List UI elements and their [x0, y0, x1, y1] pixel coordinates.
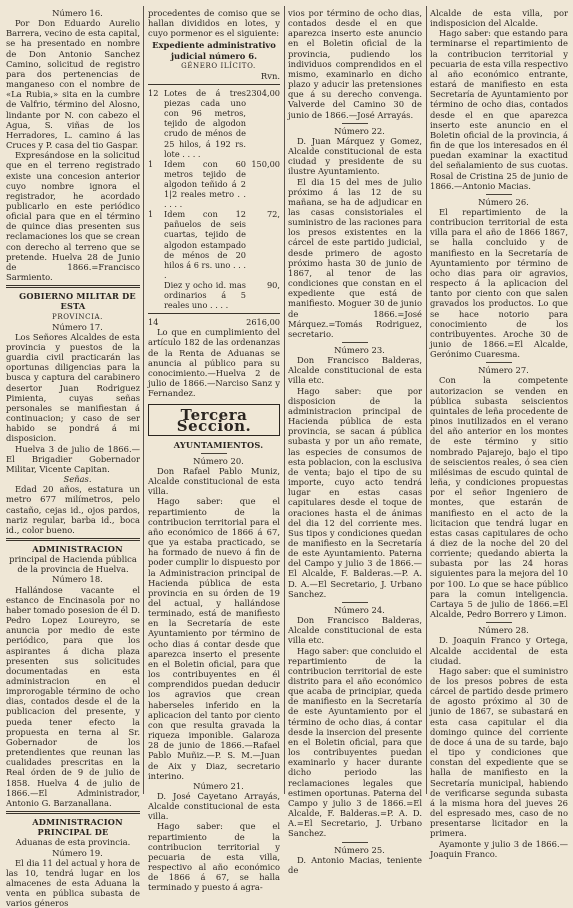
notice-16-body: Por Don Eduardo Aurelio Barrera, vecino de esta capital, se ha presentado en nombre de Don Antonio Sanchez Camino, solicitud de registro para dos pertenencias de manganeso con el nombre de «La Rubia,» sita en la cumbre de Valfrio, término del Alosno, lindante por N. con cabezo el Agua, S. viñas de los Herradores, L. camino á las Cruces y P. casa del tio Gaspar.	[6, 18, 140, 151]
notice-22-title: Número 22.	[334, 125, 385, 136]
short-rule	[486, 194, 512, 195]
notice-25-body: D. Antonio Macias, teniente de	[288, 854, 422, 875]
notice-27-body: Con la competente autorizacion se venden en pública subasta seiscientos quintales de leña procedente de pinos inutilizados en el verano del año anterior en los montes de este término y sitio nombrado Pajarejo, bajo el tipo de seiscientos reales, ó sea cien milésimas de escudo quintal de leña, y condiciones propuestas por el señor Ingeniero de montes, que estarán de manifiesto en el acto de la licitacion que tendrá lugar en estas casas capitulares de ocho á diez de la noche del 20 del corriente; quedando abierta la subasta por las 24 horas siguientes para la mejora del 10 por 100. Lo que se hace público para la comun inteligencia. Cartaya 5 de julio de 1866.=El Alcalde, Pedro Borrero y Limon.	[430, 375, 568, 620]
notice-28-title: Número 28.	[478, 625, 529, 636]
lote-q: 1	[148, 158, 154, 169]
gobierno-militar-heading: GOBIERNO MILITAR DE ESTA	[19, 291, 136, 312]
aduanas-subheading: Aduanas de esta provincia.	[15, 837, 131, 848]
column-rule	[143, 6, 144, 794]
administracion-heading: ADMINISTRACION	[32, 543, 123, 554]
short-rule	[342, 602, 368, 603]
notice-26-title: Número 26.	[478, 196, 529, 207]
column-3	[288, 8, 422, 875]
lote-row	[148, 280, 280, 310]
notice-19-title: Número 19.	[52, 847, 103, 858]
notice-19-body: El dia 11 del actual y hora de las 10, tendrá lugar en los almacenes de esta Aduana la venta en pública subasta de varios géneros	[6, 857, 140, 908]
senas-body: Edad 20 años, estatura un metro 677 milímetros, pelo castaño, cejas id., ojos pardos, nariz regular, barba id., boca id., color bueno.	[6, 484, 140, 535]
notice-25-title: Número 25.	[334, 844, 385, 855]
lote-row	[148, 209, 280, 280]
notice-26-body: El repartimiento de la contribucion territorial de esta villa para el año de 1866 1867, se halla concluido y de manifiesto en la Secretaría de Ayuntamiento por término de ocho dias para oir agravios, respecto á la aplicacion del tanto por ciento con que salen gravados los productos. Lo que se hace notorio para conocimiento de los contribuyentes. Aroche 30 de junio de 1866.=El Alcalde, Gerónimo Cuaresma.	[430, 206, 568, 360]
column-rule	[426, 6, 427, 794]
lote-row	[148, 159, 280, 209]
notice-22-body-2: El dia 15 del mes de julio próximo á las 12 de su mañana, se ha de adjudicar en las casas consistoriales el suministro de las raciones para los presos existentes en la cárcel de este partido judicial, desde primero de agosto próximo hasta 30 de junio de 1867, al tenor de las condiciones que constan en el expediente que está de manifiesto. Moguer 30 de junio de 1866.=José Márquez.=Tomás Rodriguez, secretario.	[288, 176, 422, 339]
aduanas-heading: ADMINISTRACION PRINCIPAL DE	[32, 817, 123, 838]
notice-18-title: Número 18.	[52, 574, 103, 585]
ledger-rule	[148, 84, 280, 85]
notice-23-body-2: Hago saber: que por disposicion de la administracion principal de Hacienda pública de esta provincia, se sacan á pública subasta y por un año remate, las especies de consumos de esta poblacion, con la esclusiva de venta; bajo el tipo de su importe, cuyo acto tendrá lugar en estas casas capitulares desde el toque de oraciones hasta el de ánimas del dia 12 del corriente mes. Sus tipos y condiciones quedan de manifiesto en la Secretaría de este Ayuntamiento. Paterna del Campo y julio 3 de 1866.—El Alcalde, F. Balderas.—P. A. D. A.—El Secretario, J. Urbano Sanchez.	[288, 385, 422, 599]
lotes-total-amount: 2616,00	[246, 317, 280, 328]
lote-desc: Lotes de á tres piezas cada uno con 96 metros, tejido de algodon crudo de ménos de 25 hilos, á 192 rs. lote . . . .	[164, 88, 246, 159]
notice-21-title: Número 21.	[193, 780, 244, 791]
notice-25-continuation: Alcalde de esta villa, por indisposicion del Alcalde.	[430, 8, 568, 29]
lote-amt: 72,	[266, 209, 280, 220]
section-divider	[6, 538, 140, 541]
notice-21-body-2: Hago saber: que el repartimiento de la contribucion territorial y pecuaria de esta villa, respectivo al año económico de 1866 á 67, se halla terminado y puesto á agra-	[148, 821, 280, 893]
lote-q: 1	[148, 209, 154, 220]
column-4	[430, 8, 568, 859]
notice-21-continuation: vios por término de ocho dias, contados desde el en que aparezca inserto este anuncio en el Boletin oficial de la provincia, pudiendo los individuos comprendidos en el mismo, examinarlo en dicho plazo y aducir las pretensiones que á su derecho convenga. Valverde del Camino 30 de junio de 1866.—José Arrayás.	[288, 8, 422, 120]
lote-q: 12	[148, 88, 159, 99]
administracion-subheading: principal de Hacienda pública de la provincia de Huelva.	[9, 554, 137, 575]
column-2	[148, 8, 280, 893]
notice-16-body-2: Expresándose en la solicitud que en el terreno registrado existe una concesion anterior cuyo nombre ignora el registrador, he acordado publicarlo en este periódico oficial para que en el término de quince dias presenten sus reclamaciones los que se crean con derecho al terreno que se pretende. Huelva 28 de Junio de 1866.=Francisco Sarmiento.	[6, 150, 140, 283]
notice-21-body: D. José Cayetano Arrayás, Alcalde constitucional de esta villa.	[148, 790, 280, 822]
notice-18-body: Hallándose vacante el estanco de Encinasola por no haber tomado posesion de él D. Pedro Lopez Loureyro, se anuncia por medio de este periódico, para que los aspirantes á dicha plaza presenten sus solicitudes documentadas en esta administracion en el improrogable término de ocho dias, contados desde el de la publicacion del presente, y pueda tener efecto la propuesta en terna al Sr. Gobernador de los pretendientes que reunan las cualidades prescritas en la Real órden de 9 de julio de 1858. Huelva 4 de julio de 1866.—El Administrador, Antonio G. Barzanallana.	[6, 584, 140, 808]
tercera-seccion-title: Tercera Seccion.	[148, 404, 280, 435]
notice-20-body-2: Hago saber: que el repartimiento de la contribucion territorial para el año económico de 1866 á 67, que ya estaba practicado, se ha formado de nuevo á fin de poder cumplir lo dispuesto por la Administracion principal de Hacienda pública de esta provincia en su órden de 19 del actual, y hallándose terminado, está de manifiesto en la Secretaría de este Ayuntamiento por término de ocho dias á contar desde que aparezca inserto el presente en el Boletin oficial, para que los contribuyentes en él comprendidos puedan deducir los agravios que crean haberseles inferido en la aplicacion del tanto por ciento con que resulta gravada la riqueza imponible. Galaroza 28 de junio de 1866.—Rafael Pablo Muñiz.—P. S. M.—Juan de Aix y Diaz, secretario interino.	[148, 496, 280, 781]
column-rule	[284, 6, 285, 794]
short-rule	[342, 842, 368, 843]
ayuntamientos-heading: AYUNTAMIENTOS.	[173, 439, 264, 450]
notice-19-continuation: procedentes de comiso que se hallan divididos en lotes, y cuyo pormenor es el siguiente:	[148, 8, 280, 39]
genero-label: GÉNERO ILÍCITO.	[181, 61, 256, 70]
lote-amt: 150,00	[251, 158, 280, 169]
notice-24-body: Don Francisco Balderas, Alcalde constitucional de esta villa etc.	[288, 615, 422, 646]
rvn-label: Rvn.	[260, 70, 280, 81]
notice-17-body: Los Señores Alcaldes de esta provincia y puestos de la guardia civil practicarán las oportunas diligencias para la busca y captura del carabinero desertor Juan Rodriguez Pimienta, cuyas señas personales se manifiestan á continuacion; y caso de ser habido se pondrá á mi disposicion.	[6, 331, 140, 444]
senas-title: Señas.	[63, 474, 92, 485]
notice-27-title: Número 27.	[478, 365, 529, 376]
expediente-heading: Expediente administrativo judicial número 6.	[152, 40, 276, 61]
notice-23-body: Don Francisco Balderas, Alcalde constitucional de esta villa etc.	[288, 355, 422, 386]
column-1	[6, 8, 140, 908]
ledger-rule	[148, 313, 280, 314]
short-rule	[486, 622, 512, 623]
lote-desc: Idem con 12 pañuelos de seis cuartas, tejido de algodon estampado de ménos de 20 hilos á 6 rs. uno . . . .	[164, 209, 246, 280]
notice-22-body: D. Juan Márquez y Gomez, Alcalde constitucional de esta ciudad y presidente de su ilustre Ayuntamiento.	[288, 135, 422, 177]
short-rule	[342, 123, 368, 124]
notice-20-body: Don Rafael Pablo Muniz, Alcalde constitucional de esta villa.	[148, 465, 280, 497]
lotes-note: Lo que en cumplimiento del artículo 182 de las ordenanzas de la Renta de Aduanas se anuncia al público para su conocimiento.—Huelva 2 de julio de 1866.—Narciso Sanz y Fernandez.	[148, 327, 280, 399]
section-divider	[6, 811, 140, 814]
lotes-total-count: 14	[148, 317, 159, 328]
lote-q	[148, 280, 164, 310]
notice-28-signature: Ayamonte y julio 3 de 1866.—Joaquin Franco.	[430, 838, 568, 859]
notice-17-signature: Huelva 3 de julio de 1866.—El Brigadier Gobernador Militar, Vicente Capitan.	[6, 443, 140, 474]
lote-row	[148, 88, 280, 159]
notice-25-body-2: Hago saber: que estando para terminarse el repartimiento de la contribucion territorial y pecuaria de esta villa respectivo al año económico entrante, estará de manifiesto en esta Secretaría de Ayuntamiento por término de ocho dias, contados desde el en que aparezca inserto este anuncio en el Boletin oficial de la provincia, á fin de que los interesados en él puedan examinar la exactitud del señalamiento de sus cuotas. Rosal de Cristina 25 de junio de 1866.—Antonio Macias.	[430, 28, 568, 191]
gobierno-militar-subheading: PROVINCIA.	[52, 312, 103, 321]
notice-28-body: D. Joaquin Franco y Ortega, Alcalde accidental de esta ciudad.	[430, 635, 568, 666]
lote-amt: 2304,00	[246, 88, 280, 99]
lote-desc: Idem con 60 metros tejido de algodon teñido á 2 1|2 reales metro . . . . . .	[164, 158, 246, 210]
notice-20-title: Número 20.	[193, 455, 244, 466]
notice-23-title: Número 23.	[334, 345, 385, 355]
notice-28-body-2: Hago saber: que el suministro de los presos pobres de esta cárcel de partido desde primero de agosto próximo al 30 de junio de 1867, se subastará en esta casa capitular el dia domingo quince del corriente de doce á una de su tarde, bajo el tipo y condiciones que constan del expediente que se halla de manifiesto en la Secretaría municipal, habiendo de verificarse segunda subasta á la misma hora del jueves 26 del espresado mes, caso de no presentarse licitador en la primera.	[430, 665, 568, 839]
lotes-total-row	[148, 317, 280, 327]
lote-desc: Diez y ocho id. mas ordinarios á 5 reales uno . . . .	[164, 279, 246, 311]
lotes-table	[148, 88, 280, 310]
notice-24-body-2: Hago saber: que concluido el repartimiento de la contribucion territorial de este distrito para el año económico que acaba de principiar, queda de manifiesto en la Secretaría de este Ayuntamiento por el término de ocho dias, á contar desde la insercion del presente en el Boletin oficial, para que los contribuyentes puedan examinarlo y hacer durante dicho periodo las reclamaciones legales que estimen oportunas. Paterna del Campo y julio 3 de 1866.=El Alcalde, F. Balderas.=P. A. D. A.=El Secretario, J. Urbano Sanchez.	[288, 645, 422, 839]
notice-24-title: Número 24.	[334, 604, 385, 615]
short-rule	[201, 453, 227, 454]
short-rule	[486, 362, 512, 363]
lote-amt: 90,	[266, 279, 280, 290]
section-divider	[6, 285, 140, 288]
notice-17-title: Número 17.	[52, 321, 103, 332]
short-rule	[342, 342, 368, 343]
notice-16-title: Número 16.	[52, 8, 103, 18]
